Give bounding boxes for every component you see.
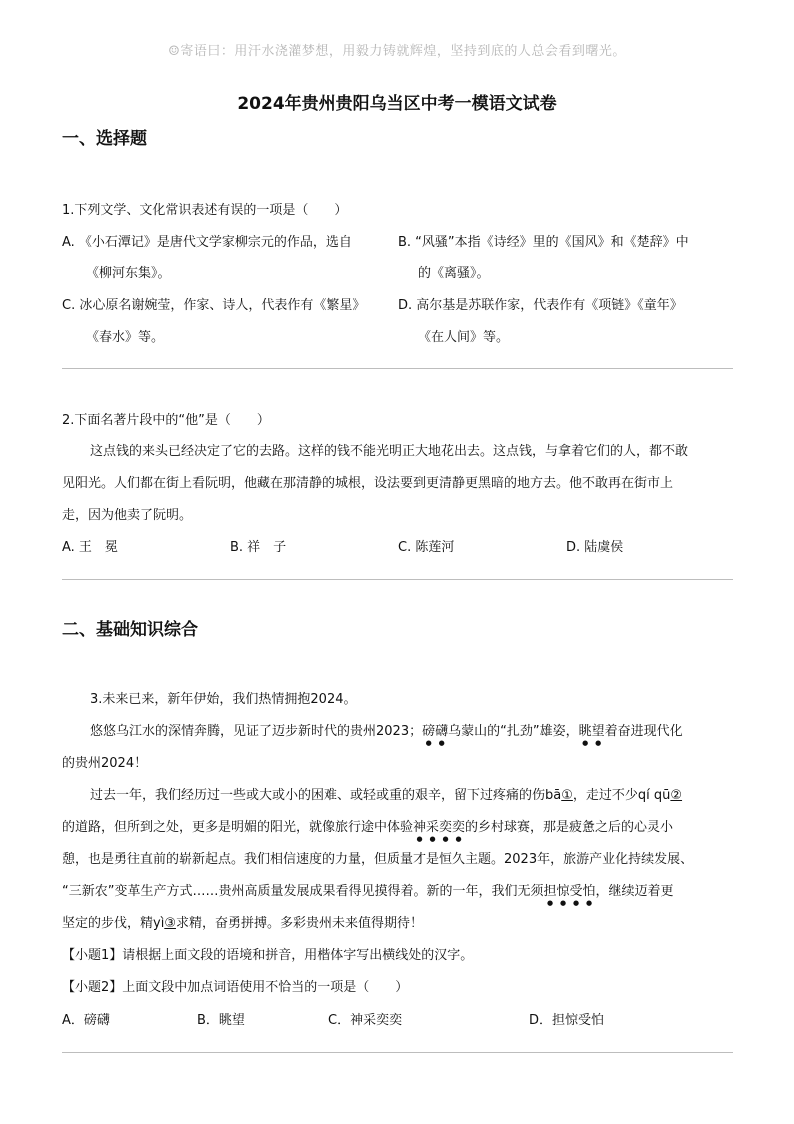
q3-subquestion-1: 【小题1】请根据上面文段的语境和拼音，用楷体字写出横线处的汉字。 [62, 948, 474, 963]
blank-1: ① [561, 788, 573, 803]
divider [62, 1052, 733, 1053]
q3-paragraph2-line: 的道路，但所到之处，更多是明媚的阳光，就像旅行途中体验神采奕奕的乡村球赛，那是疲惫之后的心灵小 [62, 820, 674, 835]
q3-paragraph1-cont: 的贵州2024！ [62, 756, 148, 771]
divider [62, 579, 733, 580]
motto-header: ☺寄语曰：用汗水浇灌梦想，用毅力铸就辉煌，坚持到底的人总会看到曙光。 [168, 44, 626, 59]
emphasized-word: 神采奕奕 [413, 820, 466, 835]
emphasized-word: 眺望 [578, 724, 605, 739]
q1-option-d: D. 高尔基是苏联作家，代表作有《项链》《童年》 [398, 298, 683, 313]
section-heading-basic: 二、基础知识综合 [62, 620, 198, 640]
blank-3: ③ [164, 916, 176, 931]
q2-passage-line: 走，因为他卖了阮明。 [62, 508, 193, 523]
blank-2: ② [670, 788, 683, 803]
q3-option-b: B．眺望 [197, 1013, 245, 1028]
q3-paragraph1: 悠悠乌江水的深情奔腾，见证了迈步新时代的贵州2023；磅礴乌蒙山的“扎劲”雄姿，眺望着奋进现代化 [90, 724, 683, 739]
page-title: 2024年贵州贵阳乌当区中考一模语文试卷 [237, 94, 557, 114]
emphasized-word: 担惊受怕 [543, 884, 596, 899]
q2-option-d: D. 陆虞侯 [566, 540, 624, 555]
q1-option-c-cont: 《春水》等。 [86, 330, 165, 345]
q2-passage-line: 见阳光。人们都在街上看阮明，他藏在那清静的城根，设法要到更清静更黑暗的地方去。他不敢再在街市上 [62, 476, 674, 491]
q3-paragraph2-line: “三新农”变革生产方式……贵州高质量发展成果看得见摸得着。新的一年，我们无须担惊受怕，继续迈着更 [62, 884, 674, 899]
q1-option-c: C. 冰心原名谢婉莹，作家、诗人，代表作有《繁星》 [62, 298, 366, 313]
q3-option-a: A．磅礴 [62, 1013, 110, 1028]
q2-option-b: B. 祥 子 [230, 540, 287, 555]
q3-option-c: C．神采奕奕 [328, 1013, 403, 1028]
emphasized-word: 磅礴 [422, 724, 449, 739]
divider [62, 368, 733, 369]
q1-stem: 1.下列文学、文化常识表述有误的一项是（ ） [62, 203, 348, 218]
section-heading-choice: 一、选择题 [62, 129, 147, 149]
q2-passage-line: 这点钱的来头已经决定了它的去路。这样的钱不能光明正大地花出去。这点钱，与拿着它们的人，都不敢 [90, 444, 689, 459]
q1-option-b: B. “风骚”本指《诗经》里的《国风》和《楚辞》中 [398, 235, 689, 250]
q2-option-c: C. 陈莲河 [398, 540, 455, 555]
q3-intro: 3.未来已来，新年伊始，我们热情拥抱2024。 [90, 692, 357, 707]
q3-option-d: D．担惊受怕 [529, 1013, 605, 1028]
q1-option-d-cont: 《在人间》等。 [418, 330, 510, 345]
q3-subquestion-2: 【小题2】上面文段中加点词语使用不恰当的一项是（ ） [62, 980, 409, 995]
q3-paragraph2-line: 坚定的步伐，精yì③求精，奋勇拼搏。多彩贵州未来值得期待！ [62, 916, 423, 931]
q1-option-a-cont: 《柳河东集》。 [86, 266, 171, 281]
q3-paragraph2-line: 憩，也是勇往直前的崭新起点。我们相信速度的力量，但质量才是恒久主题。2023年，旅游产业化持续发展、 [62, 852, 694, 867]
q2-stem: 2.下面名著片段中的“他”是（ ） [62, 413, 270, 428]
q3-paragraph2: 过去一年，我们经历过一些或大或小的困难、或轻或重的艰辛，留下过疼痛的伤bā①，走过不少qí qū② [90, 788, 683, 803]
q1-option-a: A. 《小石潭记》是唐代文学家柳宗元的作品，选自 [62, 235, 352, 250]
q1-option-b-cont: 的《离骚》。 [418, 266, 490, 281]
q2-option-a: A. 王 冕 [62, 540, 118, 555]
